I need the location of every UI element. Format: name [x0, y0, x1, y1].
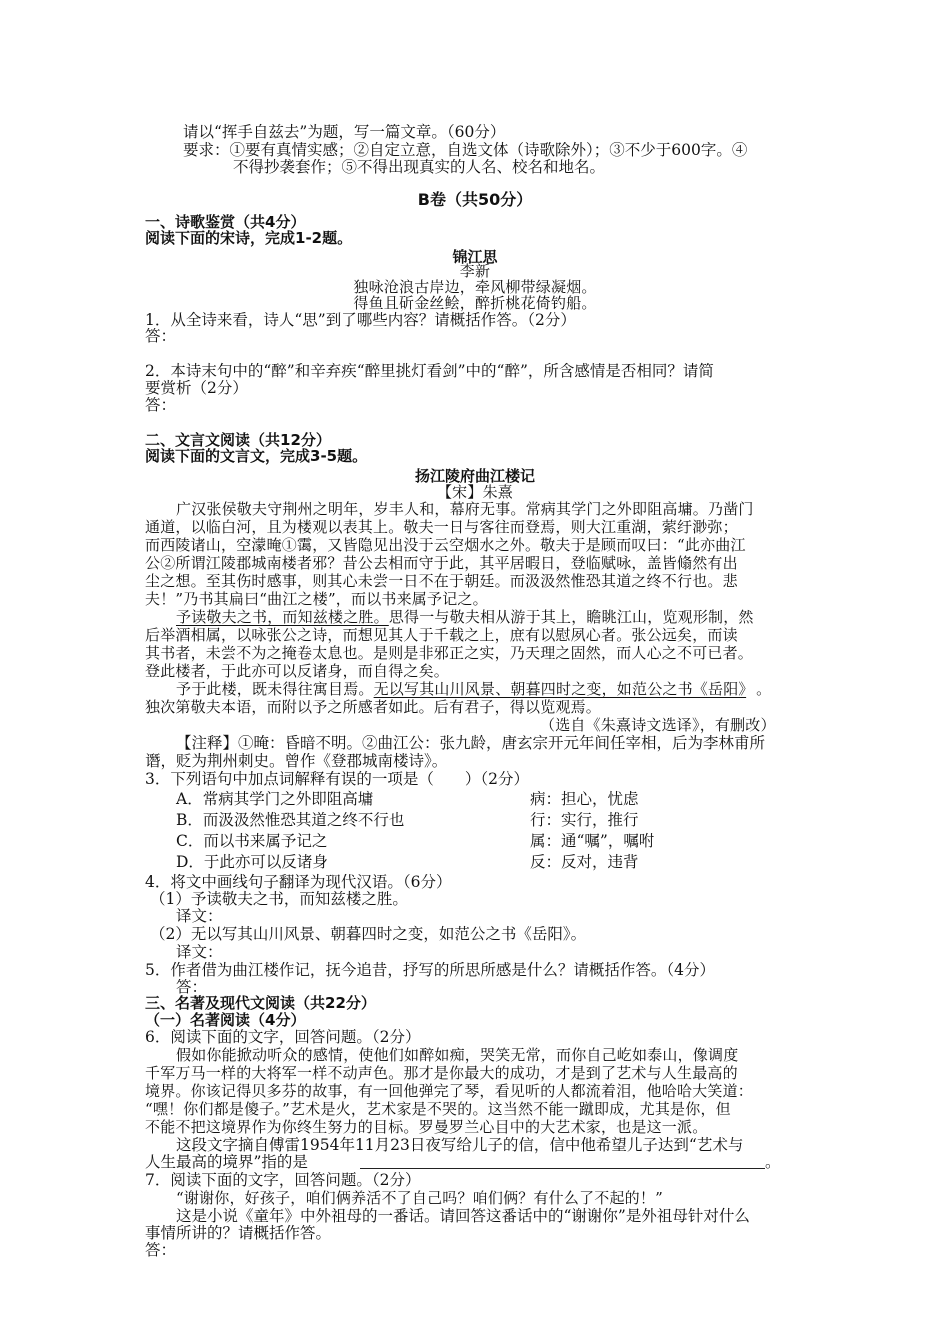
- part1-heading: 一、诗歌鉴赏（共4分）: [145, 213, 306, 231]
- essay-requirements-1: 要求：①要有真情实感；②自定立意，自选文体（诗歌除外）；③不少于600字。④: [183, 141, 748, 159]
- passage-line: 境界。你该记得贝多芬的故事，有一回他弹完了琴，看见听的人都流着泪，他哈哈大笑道：: [145, 1082, 754, 1100]
- option-a: A．常病其学门之外即阻高墉: [176, 790, 374, 808]
- answer-5-label: 答：: [176, 978, 208, 996]
- question-6: 6．阅读下面的文字，回答问题。（2分）: [145, 1028, 421, 1046]
- option-a-gloss: 病：担心，忧虑: [530, 790, 639, 808]
- option-d: D．于此亦可以反诸身: [176, 853, 328, 871]
- question-7-prompt-line-1: 这是小说《童年》中外祖母的一番话。请回答这番话中的“谢谢你”是外祖母针对什么: [176, 1207, 750, 1225]
- answer-7-label: 答：: [145, 1241, 177, 1259]
- question-4-2-answer-label: 译文：: [176, 943, 223, 961]
- prose-p2-first-line: [176, 608, 754, 626]
- question-7-quote: “谢谢你，好孩子，咱们俩养活不了自己吗？咱们俩？有什么了不起的！”: [176, 1189, 663, 1207]
- question-2-line-1: 2．本诗末句中的“醉”和辛弃疾“醉里挑灯看剑”中的“醉”，所含感情是否相同？请简: [145, 362, 714, 380]
- question-4-1: （1）予读敬夫之书，而知兹楼之胜。: [150, 890, 408, 908]
- part2-instruction: 阅读下面的文言文，完成3-5题。: [145, 447, 368, 465]
- prose-p3-first-line: [176, 680, 771, 698]
- prose-source: （选自《朱熹诗文选译》，有删改）: [540, 716, 776, 734]
- prose-p1-line: 尘之想。至其伤时感事，则其心未尝一日不在于朝廷。而汲汲然惟恐其道之终不行也。悲: [145, 572, 738, 590]
- question-1: 1．从全诗来看，诗人“思”到了哪些内容？请概括作答。（2分）: [145, 311, 576, 329]
- poem-line-1: 独咏沧浪古岸边，牵风柳带绿凝烟。: [353, 278, 597, 296]
- question-6-end: 。: [765, 1153, 781, 1171]
- prose-p2-line: 登此楼者，于此亦可以反诸身，而自得之矣。: [145, 662, 450, 680]
- question-4-1-answer-label: 译文：: [176, 907, 223, 925]
- question-4: 4．将文中画线句子翻译为现代汉语。（6分）: [145, 873, 452, 891]
- prose-author: 【宋】朱熹: [436, 483, 513, 501]
- underlined-sentence-1: 予读敬夫之书，而知兹楼之胜。: [176, 608, 389, 626]
- prose-p1-line: 而西陵诸山，空濛晻①霭，又皆隐见出没于云空烟水之外。敬夫于是顾而叹曰：“此亦曲江: [145, 536, 746, 554]
- prose-p1-line: 广汉张侯敬夫守荆州之明年，岁丰人和，幕府无事。常病其学门之外即阻高墉。乃凿门: [176, 500, 754, 518]
- option-c-gloss: 属：通“嘱”，嘱咐: [530, 832, 655, 850]
- prose-p1-line: 公②所谓江陵郡城南楼者邪？昔公去相而守于此，其平居暇日，登临赋咏，盖皆翛然有出: [145, 554, 738, 572]
- prose-title: 扬江陵府曲江楼记: [414, 467, 535, 485]
- question-6-prompt-line-2: 人生最高的境界”指的是: [145, 1153, 308, 1171]
- poem-line-2: 得鱼且斫金丝鲙，醉折桃花倚钓船。: [353, 294, 597, 312]
- passage-line: 假如你能掀动听众的感情，使他们如醉如痴，哭笑无常，而你自己屹如泰山，像调度: [176, 1046, 739, 1064]
- answer-2-label: 答：: [145, 396, 177, 414]
- question-5: 5．作者借为曲江楼作记，抚今追昔，抒写的所思所感是什么？请概括作答。（4分）: [145, 961, 715, 979]
- passage-line: 千军万马一样的大将军一样不动声色。那才是你最大的成功，才是到了艺术与人生最高的: [145, 1064, 738, 1082]
- prose-p3-pre: 予于此楼，既未得往寓目焉。: [176, 680, 374, 698]
- prose-p2-line: 其书者，未尝不为之掩卷太息也。是则是非邪正之实，乃天理之固然，而人心之不可已者。: [145, 644, 754, 662]
- essay-requirements-2: 不得抄袭套作；⑤不得出现真实的人名、校名和地名。: [233, 158, 606, 176]
- prose-p3-line-2: 独次第敬夫本语，而附以予之所感者如此。后有君子，得以览观焉。: [145, 698, 602, 716]
- question-7: 7．阅读下面的文字，回答问题。（2分）: [145, 1171, 421, 1189]
- answer-blank-line[interactable]: [360, 1168, 765, 1169]
- passage-line: “嘿！你们都是傻子。”艺术是火，艺术家是不哭的。这当然不能一蹴即成，尤其是你，但: [145, 1100, 731, 1118]
- poem-title: 锦江思: [452, 248, 498, 266]
- prose-p3-post: 。: [756, 680, 772, 698]
- prose-p2-line: 后举酒相属，以咏张公之诗，而想见其人于千载之上，庶有以慰夙心者。张公远矣，而读: [145, 626, 738, 644]
- question-2-line-2: 要赏析（2分）: [145, 379, 248, 397]
- poem-author: 李新: [459, 262, 491, 280]
- notes-line-2: 谮，贬为荆州刺史。曾作《登郡城南楼诗》。: [145, 752, 448, 770]
- question-7-prompt-line-2: 事情所讲的？请概括作答。: [145, 1224, 332, 1242]
- underlined-sentence-2: 无以写其山川风景、朝暮四时之变，如范公之书《岳阳》: [373, 680, 747, 698]
- passage-line: 不能不把这境界作为你终生努力的目标。罗曼罗兰心目中的大艺术家，也是这一派。: [145, 1118, 708, 1136]
- option-c: C．而以书来属予记之: [176, 832, 328, 850]
- option-b: B．而汲汲然惟恐其道之终不行也: [176, 811, 405, 829]
- prose-p2-line: 思得一与敬夫相从游于其上，瞻眺江山，览观形制，然: [388, 608, 754, 626]
- notes-line-1: 【注释】①晻：昏暗不明。②曲江公：张九龄，唐玄宗开元年间任宰相，后为李林甫所: [176, 734, 766, 752]
- essay-prompt: 请以“挥手自兹去”为题，写一篇文章。（60分）: [183, 123, 506, 141]
- part1-instruction: 阅读下面的宋诗，完成1-2题。: [145, 229, 353, 247]
- section-b-title: B卷（共50分）: [417, 190, 533, 209]
- question-6-prompt-line-1: 这段文字摘自傅雷1954年11月23日夜写给儿子的信，信中他希望儿子达到“艺术与: [176, 1136, 744, 1154]
- question-3: 3．下列语句中加点词解释有误的一项是（ ）（2分）: [145, 770, 529, 788]
- part2-heading: 二、文言文阅读（共12分）: [145, 431, 331, 449]
- prose-p1-line: 夫！”乃书其扁曰“曲江之楼”，而以书来属予记之。: [145, 590, 488, 608]
- part3-subheading: （一）名著阅读（4分）: [145, 1011, 306, 1029]
- prose-p1-line: 通道，以临白河，且为楼观以表其上。敬夫一日与客往而登焉，则大江重湖，萦纡渺弥；: [145, 518, 738, 536]
- question-4-2: （2）无以写其山川风景、朝暮四时之变，如范公之书《岳阳》。: [150, 925, 587, 943]
- answer-1-label: 答：: [145, 327, 177, 345]
- option-d-gloss: 反：反对，违背: [530, 853, 639, 871]
- part3-heading: 三、名著及现代文阅读（共22分）: [145, 994, 376, 1012]
- option-b-gloss: 行：实行，推行: [530, 811, 639, 829]
